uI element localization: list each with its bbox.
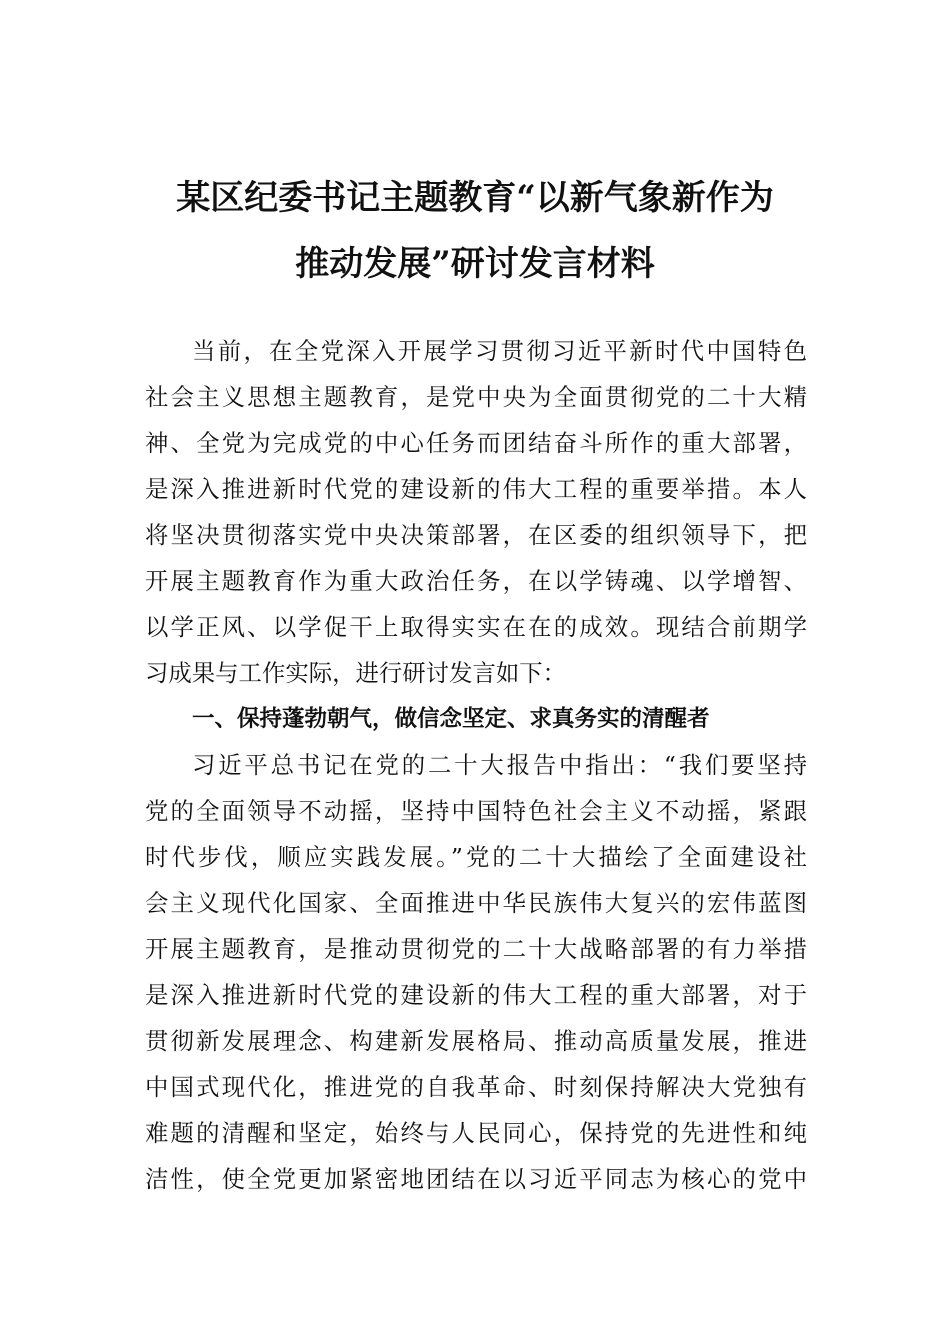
- paragraph-1-line: 以学正风、以学促干上取得实实在在的成效。现结合前期学: [145, 613, 807, 641]
- paragraph-2-line: 洁性，使全党更加紧密地团结在以习近平同志为核心的党中: [145, 1165, 807, 1193]
- section-heading-1: 一、保持蓬勃朝气，做信念坚定、求真务实的清醒者: [192, 706, 710, 732]
- document-body: [145, 328, 807, 1202]
- paragraph-2-line: 是深入推进新时代党的建设新的伟大工程的重大部署，对于: [145, 981, 807, 1009]
- paragraph-1-line: 神、全党为完成党的中心任务而团结奋斗所作的重大部署，: [145, 429, 807, 457]
- paragraph-1-line: 开展主题教育作为重大政治任务，在以学铸魂、以学增智、: [145, 567, 807, 595]
- paragraph-2-line: 贯彻新发展理念、构建新发展格局、推动高质量发展，推进: [145, 1027, 807, 1055]
- paragraph-1-line: 将坚决贯彻落实党中央决策部署，在区委的组织领导下，把: [145, 521, 807, 549]
- paragraph-2-line: 难题的清醒和坚定，始终与人民同心，保持党的先进性和纯: [145, 1119, 807, 1147]
- document-title-line-1: 某区纪委书记主题教育“以新气象新作为: [176, 178, 774, 218]
- paragraph-2-line: 中国式现代化，推进党的自我革命、时刻保持解决大党独有: [145, 1073, 807, 1101]
- document-title-line-2: 推动发展”研讨发言材料: [295, 244, 655, 284]
- paragraph-2-line: 时代步伐，顺应实践发展。”党的二十大描绘了全面建设社: [145, 843, 807, 871]
- paragraph-2-line: 党的全面领导不动摇，坚持中国特色社会主义不动摇，紧跟: [145, 797, 807, 825]
- paragraph-1-line: 社会主义思想主题教育，是党中央为全面贯彻党的二十大精: [145, 383, 807, 411]
- paragraph-2-line: 会主义现代化国家、全面推进中华民族伟大复兴的宏伟蓝图: [145, 889, 807, 917]
- paragraph-1-line: 习成果与工作实际，进行研讨发言如下：: [145, 659, 567, 687]
- paragraph-2-line: 习近平总书记在党的二十大报告中指出：“我们要坚持: [192, 751, 807, 779]
- paragraph-1-line: 当前，在全党深入开展学习贯彻习近平新时代中国特色: [192, 337, 807, 365]
- paragraph-1-line: 是深入推进新时代党的建设新的伟大工程的重要举措。本人: [145, 475, 807, 503]
- paragraph-2-line: 开展主题教育，是推动贯彻党的二十大战略部署的有力举措: [145, 935, 807, 963]
